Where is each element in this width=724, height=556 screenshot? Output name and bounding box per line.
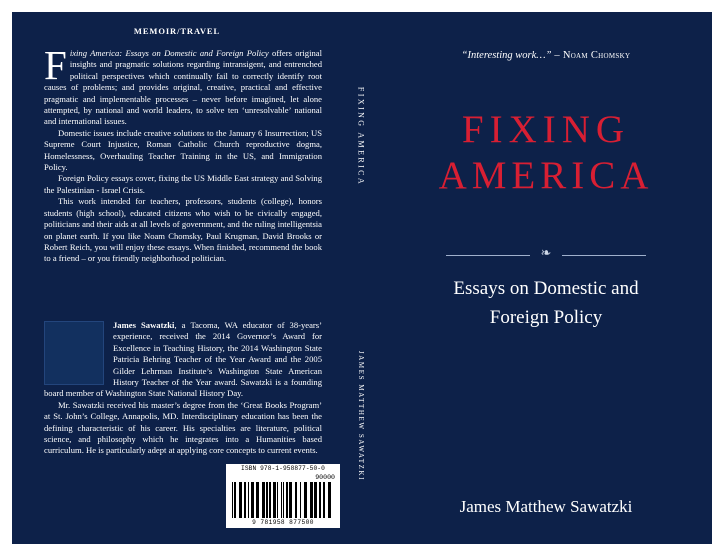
back-cover-blurb bbox=[44, 42, 322, 265]
blurb-italic-title: ixing America: Essays on Domestic and Foreign Policy bbox=[69, 48, 269, 58]
author-bio-paragraph-1-text: , a Tacoma, WA educator of 38-years’ experience, received the 2014 Governor’s Award for Excellence in Teaching History, the 2014 Washington State Patricia Behring Teacher of the Year Award and the 2005 Gilder Lehrman Institute’s Washington State American History Teacher of the Year award. Sawatzki is a founding board member of Washington State National History Day. bbox=[44, 320, 322, 399]
endorsement-quote: “Interesting work…” bbox=[461, 50, 552, 61]
drop-cap: F bbox=[44, 42, 67, 88]
blurb-paragraph-3: Foreign Policy essays cover, fixing the US Middle East strategy and Solving the Palestinian - Israel Crisis. bbox=[44, 173, 322, 195]
barcode-price-code: 90000 bbox=[315, 474, 335, 481]
title-line-1: FIXING bbox=[461, 108, 631, 151]
ornament-rule-right bbox=[562, 255, 646, 256]
barcode-bars bbox=[232, 482, 334, 518]
blurb-paragraph-1 bbox=[44, 42, 322, 128]
blurb-paragraph-1-rest: offers original insights and pragmatic solutions regarding intransigent, and entrenched political perspectives which continually fail to correctly identify root causes of problems; and provides original, creative, practical and effective pragmatic and implementable processes – never before imagined, let alone attempted, by national and world leaders, to solve ten ‘unresolvable’ national and international issues. bbox=[44, 48, 322, 127]
author-photo bbox=[44, 321, 104, 385]
endorsement-attribution: – Noam Chomsky bbox=[551, 50, 631, 61]
ornament-glyph-icon: ❧ bbox=[540, 245, 552, 260]
spine-title: FIXING AMERICA bbox=[356, 86, 366, 187]
subtitle-line-2: Foreign Policy bbox=[489, 307, 603, 328]
ornament-divider bbox=[446, 245, 646, 264]
author-bio-paragraph-2: Mr. Sawatzki received his master’s degree from the ‘Great Books Program’ at St. John’s College, Annapolis, MD. Interdisciplinary education has been the defining characteristic of his career. His specialties are literature, political science, and philosophy which he integrates into a Humanities based curriculum. He is particularly adept at applying core concepts to current events. bbox=[44, 399, 322, 456]
blurb-paragraph-4: This work intended for teachers, professors, students (college), honors students (high school), educated citizens who wish to be civically engaged, politicians and their aids at all levels of government, and the ruling intelligentsia on planet earth. If you like Noam Chomsky, Paul Krugman, David Brooks or Robert Reich, you will enjoy these essays. When finished, recommend the book to a friend – or you friendly neighborhood politician. bbox=[44, 196, 322, 264]
full-cover-spread bbox=[12, 12, 712, 544]
author-bio-name: James Sawatzki bbox=[113, 320, 175, 330]
genre-label: MEMOIR/TRAVEL bbox=[133, 26, 221, 36]
spine-author: JAMES MATTHEW SAWATZKI bbox=[357, 350, 365, 482]
back-cover-panel bbox=[12, 12, 342, 544]
front-cover-panel bbox=[380, 12, 712, 544]
front-cover-title bbox=[380, 107, 712, 199]
barcode-isbn-text: ISBN 978-1-958877-50-0 bbox=[241, 465, 325, 472]
endorsement bbox=[380, 50, 712, 61]
barcode-digits: 9 781958 877500 bbox=[252, 519, 314, 526]
barcode bbox=[226, 464, 340, 528]
front-cover-author: James Matthew Sawatzki bbox=[459, 497, 633, 516]
author-bio-block bbox=[44, 320, 322, 457]
front-cover-subtitle bbox=[380, 274, 712, 332]
title-line-2: AMERICA bbox=[438, 154, 654, 197]
subtitle-line-1: Essays on Domestic and bbox=[453, 278, 639, 299]
spine-panel bbox=[342, 12, 380, 544]
blurb-paragraph-2: Domestic issues include creative solutions to the January 6 Insurrection; US Supreme Court Injustice, Roman Catholic Church reproductive dogma, Homelessness, Overhauling Teacher Training in the US, and Immigration Policy. bbox=[44, 127, 322, 173]
